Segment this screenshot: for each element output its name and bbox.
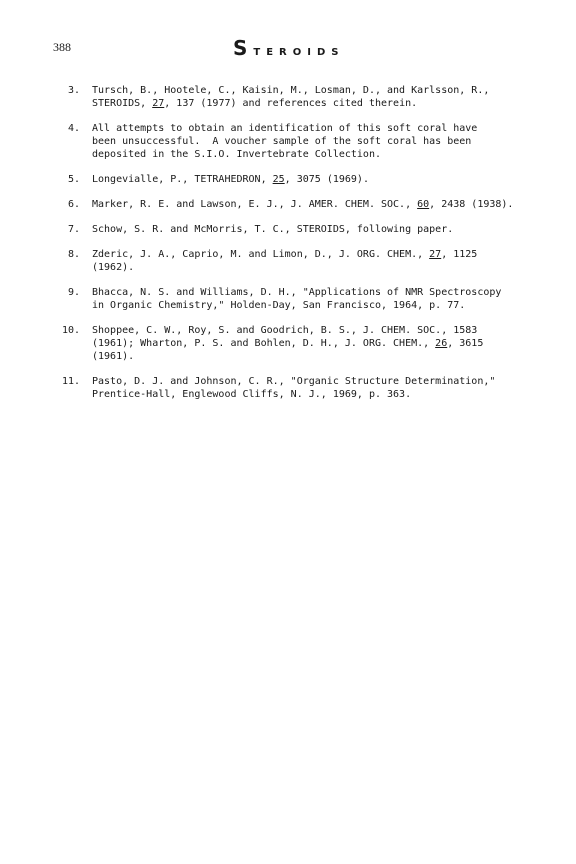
reference-number: 6. <box>67 199 80 210</box>
reference-item <box>48 84 548 110</box>
reference-text <box>92 324 548 363</box>
reference-segment: Pasto, D. J. and Johnson, C. R., "Organic Structure Determination," <box>92 376 496 387</box>
reference-segment: Bhacca, N. S. and Williams, D. H., "Applications of NMR Spectroscopy <box>92 287 502 298</box>
reference-segment: , 137 (1977) and references cited therein. <box>164 98 418 109</box>
page-number: 388 <box>53 40 71 54</box>
reference-segment: , 3615 <box>447 338 484 349</box>
reference-segment: (1961). <box>92 351 135 362</box>
reference-segment: Zderic, J. A., Caprio, M. and Limon, D., J. ORG. CHEM., <box>92 249 430 260</box>
reference-item <box>48 198 548 211</box>
reference-line <box>92 173 548 186</box>
reference-line <box>92 299 548 312</box>
journal-title-rest: TEROIDS <box>253 47 345 58</box>
reference-segment: Marker, R. E. and Lawson, E. J., J. AMER. CHEM. SOC., <box>92 199 418 210</box>
reference-number: 10. <box>61 325 80 336</box>
reference-item <box>48 122 548 161</box>
volume-number: 27 <box>429 249 442 260</box>
reference-line <box>92 375 548 388</box>
reference-segment: , 3075 (1969). <box>284 174 369 185</box>
reference-line <box>92 84 548 97</box>
volume-number: 25 <box>272 174 285 185</box>
reference-text <box>92 248 548 274</box>
reference-segment: Prentice-Hall, Englewood Cliffs, N. J., 1969, p. 363. <box>92 389 412 400</box>
reference-item <box>48 248 548 274</box>
reference-line <box>92 261 548 274</box>
reference-line <box>92 97 548 110</box>
reference-line <box>92 350 548 363</box>
reference-segment: Shoppee, C. W., Roy, S. and Goodrich, B. S., J. CHEM. SOC., 1583 <box>92 325 478 336</box>
reference-segment: , 1125 <box>441 249 478 260</box>
reference-line <box>92 198 548 211</box>
reference-line <box>92 324 548 337</box>
reference-number: 11. <box>61 376 80 387</box>
reference-item <box>48 173 548 186</box>
reference-text <box>92 198 548 211</box>
reference-segment: Tursch, B., Hootele, C., Kaisin, M., Losman, D., and Karlsson, R., <box>92 85 490 96</box>
reference-text <box>92 286 548 312</box>
reference-segment: deposited in the S.I.O. Invertebrate Collection. <box>92 149 381 160</box>
reference-number: 5. <box>67 174 80 185</box>
reference-segment: (1962). <box>92 262 135 273</box>
reference-number: 4. <box>67 123 80 134</box>
reference-list <box>48 84 548 413</box>
reference-segment: , 2438 (1938). <box>429 199 514 210</box>
reference-line <box>92 223 548 236</box>
journal-title-initial: S <box>233 36 254 60</box>
reference-line <box>92 135 548 148</box>
volume-number: 27 <box>152 98 165 109</box>
reference-text <box>92 173 548 186</box>
reference-number: 9. <box>67 287 80 298</box>
reference-line <box>92 248 548 261</box>
reference-item <box>48 286 548 312</box>
reference-item <box>48 375 548 401</box>
reference-number: 7. <box>67 224 80 235</box>
reference-line <box>92 337 548 350</box>
reference-segment: All attempts to obtain an identification of this soft coral have <box>92 123 478 134</box>
reference-number: 8. <box>67 249 80 260</box>
reference-text <box>92 122 548 161</box>
reference-line <box>92 388 548 401</box>
reference-text <box>92 375 548 401</box>
reference-segment: in Organic Chemistry," Holden-Day, San Francisco, 1964, p. 77. <box>92 300 466 311</box>
reference-text <box>92 223 548 236</box>
reference-text <box>92 84 548 110</box>
reference-line <box>92 122 548 135</box>
reference-item <box>48 223 548 236</box>
reference-line <box>92 148 548 161</box>
volume-number: 60 <box>417 199 430 210</box>
reference-item <box>48 324 548 363</box>
reference-segment: (1961); Wharton, P. S. and Bohlen, D. H., J. ORG. CHEM., <box>92 338 436 349</box>
reference-segment: STEROIDS, <box>92 98 153 109</box>
reference-segment: been unsuccessful. A voucher sample of the soft coral has been <box>92 136 472 147</box>
journal-title <box>233 36 344 60</box>
reference-number: 3. <box>67 85 80 96</box>
volume-number: 26 <box>435 338 448 349</box>
reference-segment: Longevialle, P., TETRAHEDRON, <box>92 174 273 185</box>
reference-segment: Schow, S. R. and McMorris, T. C., STEROIDS, following paper. <box>92 224 454 235</box>
reference-line <box>92 286 548 299</box>
